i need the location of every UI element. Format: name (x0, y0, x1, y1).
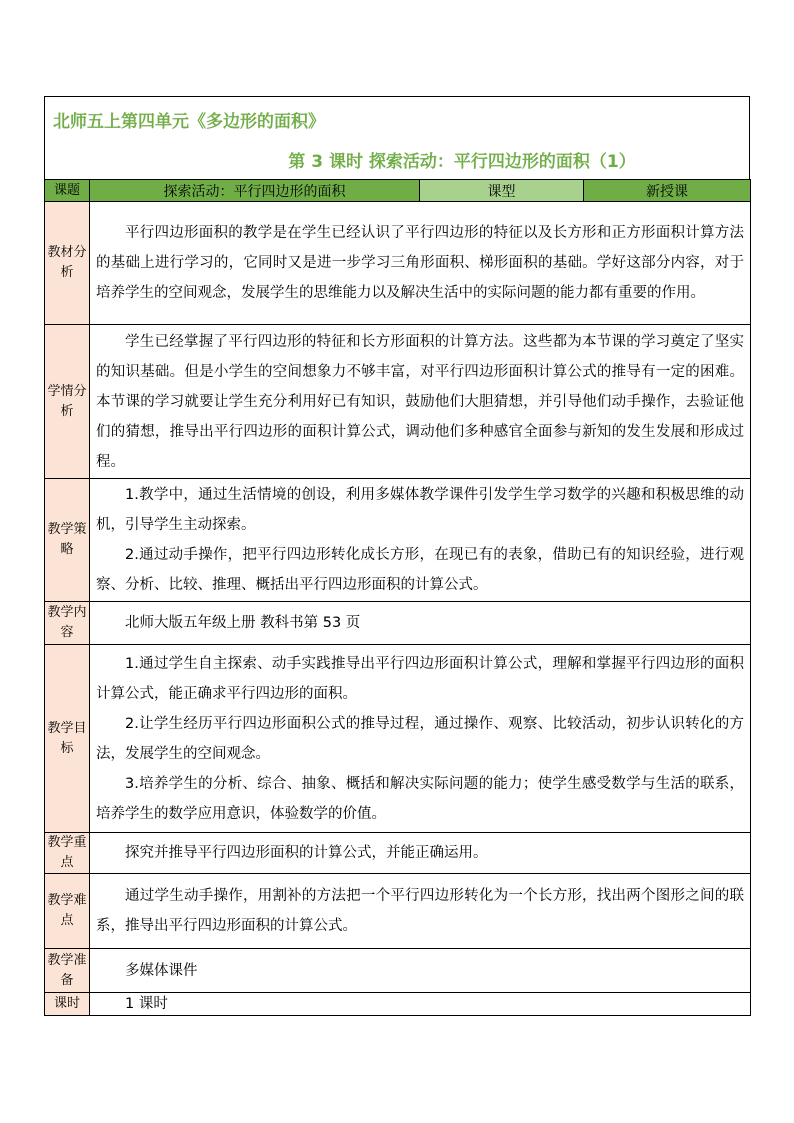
teaching-goal-1: 1.通过学生自主探索、动手实践推导出平行四边形面积计算公式，理解和掌握平行四边形的面积计算公式，能正确求平行四边形的面积。 (96, 655, 744, 702)
teaching-strategy-item-1: 1.教学中，通过生活情境的创设，利用多媒体教学课件引发学生学习数学的兴趣和积极思维的动机，引导学生主动探索。 (96, 487, 744, 533)
teaching-content-text: 北师大版五年级上册 教科书第 53 页 (125, 615, 361, 631)
row-class-hours (45, 993, 751, 1016)
row-content-teaching-goals (90, 645, 751, 833)
row-label-key-points: 教学重点 (45, 833, 90, 874)
row-content-difficulties (90, 874, 751, 949)
row-teaching-strategy (45, 479, 751, 602)
teaching-goal-2: 2.让学生经历平行四边形面积公式的推导过程，通过操作、观察、比较活动，初步认识转化的方法，发展学生的空间观念。 (96, 715, 744, 762)
lesson-plan-table (44, 179, 751, 1016)
row-label-preparation: 教学准备 (45, 949, 90, 993)
row-label-teaching-strategy: 教学策略 (45, 479, 90, 602)
class-hours-text: 1 课时 (125, 996, 168, 1012)
row-content-student-analysis (90, 325, 751, 479)
type-label: 课型 (420, 180, 584, 202)
row-content-teaching-content (90, 602, 751, 645)
row-label-student-analysis: 学情分析 (45, 325, 90, 479)
lesson-plan-document (44, 96, 750, 1016)
row-teaching-content (45, 602, 751, 645)
row-content-preparation (90, 949, 751, 993)
difficulties-text: 通过学生动手操作，用割补的方法把一个平行四边形转化为一个长方形，找出两个图形之间的联系，推导出平行四边形面积的计算公式。 (96, 888, 744, 934)
student-analysis-text: 学生已经掌握了平行四边形的特征和长方形面积的计算方法。这些都为本节课的学习奠定了坚实的知识基础。但是小学生的空间想象力不够丰富，对平行四边形面积计算公式的推导有一定的困难。本节课的学习就要让学生充分利用好已有知识，鼓励他们大胆猜想，并引导他们动手操作，去验证他们的猜想，推导出平行四边形的面积计算公式，调动他们多种感官全面参与新知的发生发展和形成过程。 (96, 333, 744, 470)
row-preparation (45, 949, 751, 993)
textbook-analysis-text: 平行四边形面积的教学是在学生已经认识了平行四边形的特征以及长方形和正方形面积计算方法的基础上进行学习的，它同时又是进一步学习三角形面积、梯形面积的基础。学好这部分内容，对于培养学生的空间观念，发展学生的思维能力以及解决生活中的实际问题的能力都有重要的作用。 (96, 225, 744, 301)
teaching-strategy-item-2: 2.通过动手操作，把平行四边形转化成长方形，在现已有的表象，借助已有的知识经验，进行观察、分析、比较、推理、概括出平行四边形面积的计算公式。 (96, 547, 744, 593)
row-content-teaching-strategy (90, 479, 751, 602)
document-header (44, 96, 750, 179)
row-label-class-hours: 课时 (45, 993, 90, 1016)
topic-row (45, 180, 751, 202)
row-label-teaching-content: 教学内容 (45, 602, 90, 645)
row-textbook-analysis (45, 202, 751, 325)
row-label-teaching-goals: 教学目标 (45, 645, 90, 833)
unit-title: 北师五上第四单元《多边形的面积》 (53, 112, 325, 132)
preparation-text: 多媒体课件 (125, 962, 198, 979)
row-label-textbook-analysis: 教材分析 (45, 202, 90, 325)
row-content-key-points (90, 833, 751, 874)
row-label-difficulties: 教学难点 (45, 874, 90, 949)
row-content-class-hours (90, 993, 751, 1016)
topic-label: 课题 (45, 180, 90, 202)
row-difficulties (45, 874, 751, 949)
row-content-textbook-analysis (90, 202, 751, 325)
type-value: 新授课 (584, 180, 751, 202)
row-teaching-goals (45, 645, 751, 833)
row-student-analysis (45, 325, 751, 479)
key-points-text: 探究并推导平行四边形面积的计算公式，并能正确运用。 (125, 845, 488, 861)
teaching-goal-3: 3.培养学生的分析、综合、抽象、概括和解决实际问题的能力；使学生感受数学与生活的联系，培养学生的数学应用意识，体验数学的价值。 (96, 775, 744, 822)
topic-value: 探索活动：平行四边形的面积 (90, 180, 420, 202)
lesson-title: 第 3 课时 探索活动：平行四边形的面积（1） (288, 152, 636, 172)
row-key-points (45, 833, 751, 874)
